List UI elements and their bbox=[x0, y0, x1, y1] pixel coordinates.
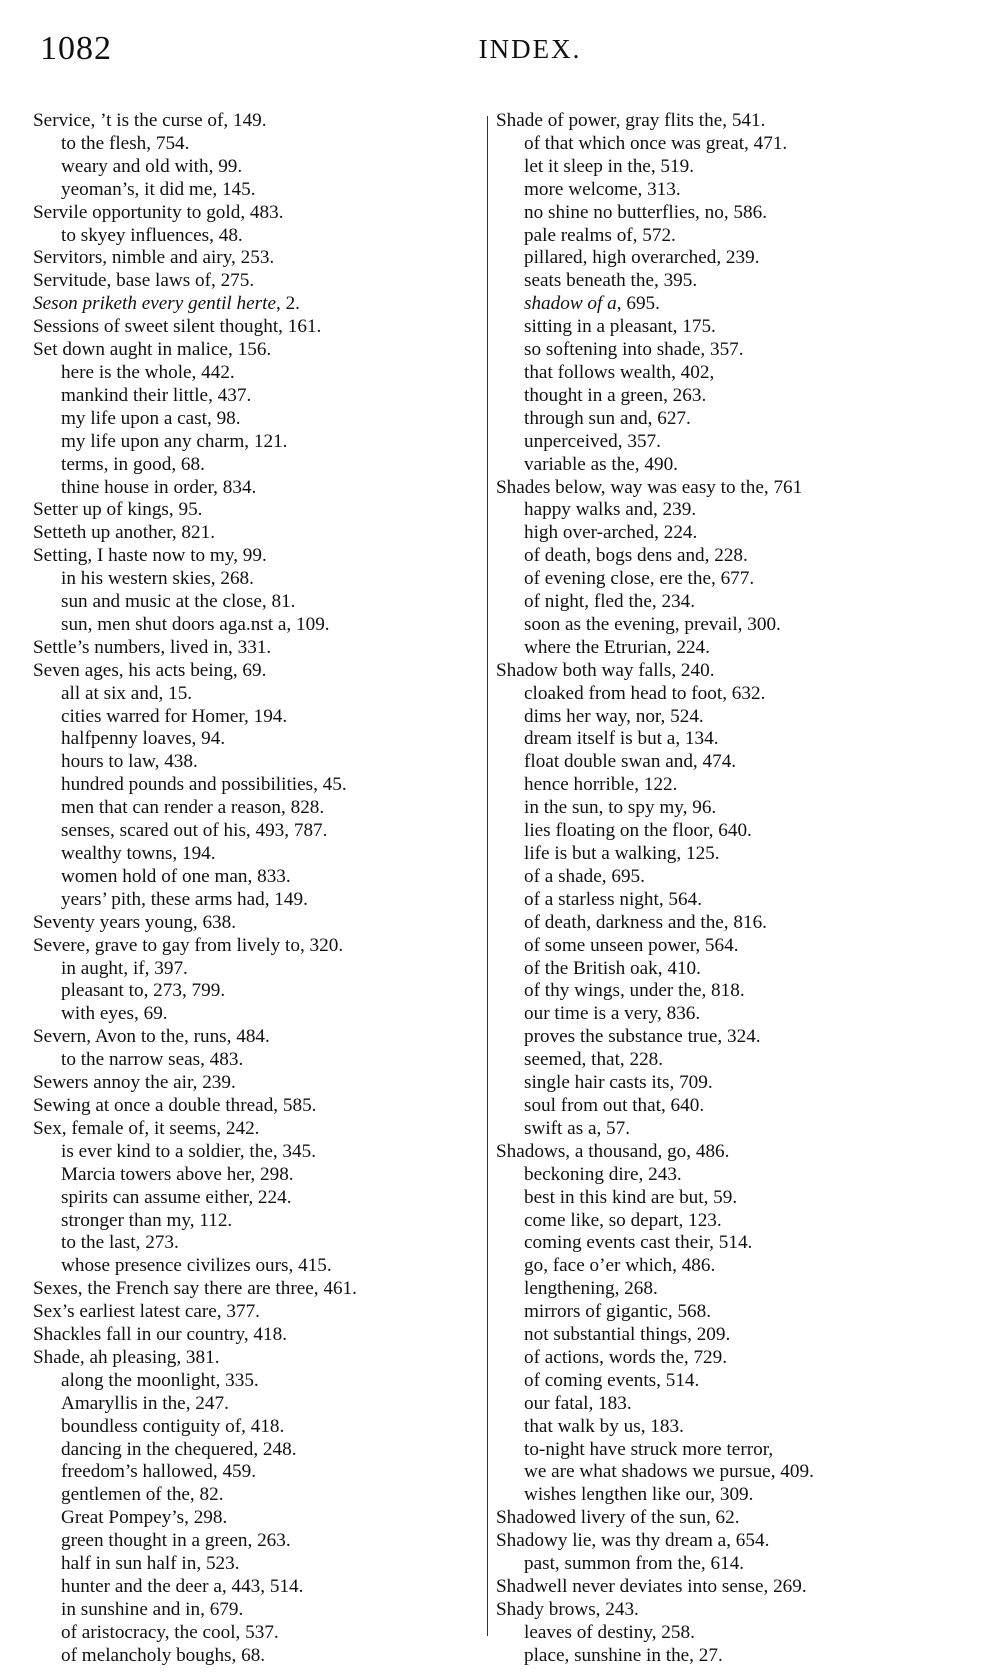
index-subentry: women hold of one man, 833. bbox=[61, 865, 291, 887]
index-subentry: of death, darkness and the, 816. bbox=[524, 911, 767, 933]
index-subentry: where the Etrurian, 224. bbox=[524, 636, 710, 658]
index-subentry: of some unseen power, 564. bbox=[524, 934, 739, 956]
index-subentry: weary and old with, 99. bbox=[61, 155, 243, 177]
index-subentry: in his western skies, 268. bbox=[61, 568, 254, 590]
index-subentry: thine house in order, 834. bbox=[61, 476, 257, 498]
index-entry bbox=[33, 293, 483, 316]
index-subentry: lies floating on the floor, 640. bbox=[524, 820, 752, 842]
index-entry: Sewers annoy the air, 239. bbox=[33, 1072, 236, 1094]
index-subentry: men that can render a reason, 828. bbox=[61, 797, 325, 819]
index-subentry: Amaryllis in the, 247. bbox=[61, 1392, 229, 1414]
page-refs: , 2. bbox=[275, 293, 300, 315]
index-entry: Sex’s earliest latest care, 377. bbox=[33, 1301, 260, 1323]
index-subentry: go, face o’er which, 486. bbox=[524, 1255, 716, 1277]
index-subentry: we are what shadows we pursue, 409. bbox=[524, 1461, 814, 1483]
index-entry: Sexes, the French say there are three, 461. bbox=[33, 1278, 357, 1300]
index-subentry: swift as a, 57. bbox=[524, 1117, 631, 1139]
index-subentry: here is the whole, 442. bbox=[61, 361, 235, 383]
index-entry: Shade of power, gray flits the, 541. bbox=[496, 110, 766, 131]
index-subentry: cities warred for Homer, 194. bbox=[61, 705, 288, 727]
index-entry: Severe, grave to gay from lively to, 320. bbox=[33, 934, 344, 956]
index-subentry: beckoning dire, 243. bbox=[524, 1163, 682, 1185]
index-subentry: soul from out that, 640. bbox=[524, 1094, 705, 1116]
column-divider bbox=[487, 116, 488, 1636]
index-subentry: of a starless night, 564. bbox=[524, 888, 702, 910]
index-subentry bbox=[496, 293, 946, 316]
index-subentry: proves the substance true, 324. bbox=[524, 1026, 761, 1048]
index-entry: Sewing at once a double thread, 585. bbox=[33, 1094, 317, 1116]
index-column-right bbox=[496, 110, 946, 1668]
index-subentry: so softening into shade, 357. bbox=[524, 339, 744, 361]
index-subentry: gentlemen of the, 82. bbox=[61, 1484, 224, 1506]
index-subentry: to-night have struck more terror, bbox=[524, 1438, 774, 1460]
index-subentry: my life upon any charm, 121. bbox=[61, 430, 288, 452]
italic-heading: Seson priketh every gentil herte bbox=[33, 293, 276, 315]
index-subentry: our fatal, 183. bbox=[524, 1392, 632, 1414]
index-subentry: my life upon a cast, 98. bbox=[61, 407, 241, 429]
index-subentry: in aught, if, 397. bbox=[61, 957, 188, 979]
index-subentry: of that which once was great, 471. bbox=[524, 132, 788, 154]
index-entry: Servitude, base laws of, 275. bbox=[33, 270, 255, 292]
index-subentry: of aristocracy, the cool, 537. bbox=[61, 1621, 279, 1643]
index-subentry: cloaked from head to foot, 632. bbox=[524, 682, 766, 704]
index-subentry: sun, men shut doors aga.nst a, 109. bbox=[61, 613, 330, 635]
index-subentry: seats beneath the, 395. bbox=[524, 270, 698, 292]
page-refs: , 695. bbox=[616, 293, 660, 315]
index-entry: Shady brows, 243. bbox=[496, 1598, 639, 1620]
running-head: INDEX. bbox=[478, 34, 582, 64]
index-subentry: is ever kind to a soldier, the, 345. bbox=[61, 1140, 317, 1162]
index-subentry: of death, bogs dens and, 228. bbox=[524, 545, 748, 567]
index-subentry: variable as the, 490. bbox=[524, 453, 678, 475]
index-entry: Shadowy lie, was thy dream a, 654. bbox=[496, 1530, 770, 1552]
index-subentry: hence horrible, 122. bbox=[524, 774, 678, 796]
index-subentry: dancing in the chequered, 248. bbox=[61, 1438, 297, 1460]
index-subentry: all at six and, 15. bbox=[61, 682, 193, 704]
index-subentry: more welcome, 313. bbox=[524, 178, 681, 200]
index-subentry: wishes lengthen like our, 309. bbox=[524, 1484, 754, 1506]
index-entry: Shadowed livery of the sun, 62. bbox=[496, 1507, 740, 1529]
italic-heading: shadow of a bbox=[524, 293, 617, 315]
index-subentry: float double swan and, 474. bbox=[524, 751, 737, 773]
index-subentry: to the flesh, 754. bbox=[61, 132, 190, 154]
index-entry: Shades below, way was easy to the, 761 bbox=[496, 476, 803, 498]
index-subentry: dims her way, nor, 524. bbox=[524, 705, 704, 727]
index-entry: Seventy years young, 638. bbox=[33, 911, 237, 933]
index-subentry: through sun and, 627. bbox=[524, 407, 691, 429]
index-entry: Shadows, a thousand, go, 486. bbox=[496, 1140, 730, 1162]
index-subentry: place, sunshine in the, 27. bbox=[524, 1644, 723, 1666]
index-subentry: stronger than my, 112. bbox=[61, 1209, 233, 1231]
index-subentry: along the moonlight, 335. bbox=[61, 1369, 259, 1391]
index-entry: Shadow both way falls, 240. bbox=[496, 659, 715, 681]
index-subentry: of melancholy boughs, 68. bbox=[61, 1644, 266, 1666]
index-subentry: half in sun half in, 523. bbox=[61, 1553, 240, 1575]
index-subentry: not substantial things, 209. bbox=[524, 1324, 731, 1346]
index-subentry: Great Pompey’s, 298. bbox=[61, 1507, 228, 1529]
index-subentry: mirrors of gigantic, 568. bbox=[524, 1301, 712, 1323]
index-subentry: come like, so depart, 123. bbox=[524, 1209, 722, 1231]
index-entry: Servitors, nimble and airy, 253. bbox=[33, 247, 275, 269]
index-subentry: dream itself is but a, 134. bbox=[524, 728, 719, 750]
index-subentry: yeoman’s, it did me, 145. bbox=[61, 178, 256, 200]
index-entry: Shackles fall in our country, 418. bbox=[33, 1324, 287, 1346]
index-subentry: best in this kind are but, 59. bbox=[524, 1186, 738, 1208]
index-subentry: green thought in a green, 263. bbox=[61, 1530, 291, 1552]
index-subentry: Marcia towers above her, 298. bbox=[61, 1163, 294, 1185]
index-subentry: sitting in a pleasant, 175. bbox=[524, 316, 716, 338]
index-subentry: hundred pounds and possibilities, 45. bbox=[61, 774, 347, 796]
index-entry: Setter up of kings, 95. bbox=[33, 499, 203, 521]
index-subentry: hours to law, 438. bbox=[61, 751, 198, 773]
index-subentry: of thy wings, under the, 818. bbox=[524, 980, 745, 1002]
index-entry: Shade, ah pleasing, 381. bbox=[33, 1346, 220, 1368]
index-subentry: pillared, high overarched, 239. bbox=[524, 247, 760, 269]
index-entry: Shadwell never deviates into sense, 269. bbox=[496, 1576, 807, 1597]
index-subentry: seemed, that, 228. bbox=[524, 1049, 664, 1071]
index-subentry: mankind their little, 437. bbox=[61, 384, 252, 406]
index-entry: Sex, female of, it seems, 242. bbox=[33, 1117, 260, 1139]
index-entry: Servile opportunity to gold, 483. bbox=[33, 201, 284, 223]
index-subentry: to the last, 273. bbox=[61, 1232, 179, 1254]
index-subentry: senses, scared out of his, 493, 787. bbox=[61, 820, 328, 842]
index-subentry: years’ pith, these arms had, 149. bbox=[61, 888, 308, 910]
index-subentry: unperceived, 357. bbox=[524, 430, 661, 452]
index-entry: Set down aught in malice, 156. bbox=[33, 339, 272, 361]
index-subentry: soon as the evening, prevail, 300. bbox=[524, 613, 781, 635]
index-entry: Seven ages, his acts being, 69. bbox=[33, 659, 267, 681]
index-subentry: coming events cast their, 514. bbox=[524, 1232, 753, 1254]
index-subentry: pleasant to, 273, 799. bbox=[61, 980, 226, 1002]
index-subentry: past, summon from the, 614. bbox=[524, 1553, 745, 1575]
index-subentry: of a shade, 695. bbox=[524, 865, 645, 887]
index-subentry: let it sleep in the, 519. bbox=[524, 155, 694, 177]
index-subentry: high over-arched, 224. bbox=[524, 522, 698, 544]
index-subentry: life is but a walking, 125. bbox=[524, 843, 720, 864]
index-column-left bbox=[33, 110, 483, 1668]
index-subentry: whose presence civilizes ours, 415. bbox=[61, 1255, 332, 1277]
index-subentry: boundless contiguity of, 418. bbox=[61, 1415, 285, 1437]
page-number: 1082 bbox=[40, 30, 112, 67]
index-subentry: our time is a very, 836. bbox=[524, 1003, 701, 1025]
index-subentry: in the sun, to spy my, 96. bbox=[524, 797, 717, 819]
index-subentry: of coming events, 514. bbox=[524, 1369, 700, 1391]
index-subentry: thought in a green, 263. bbox=[524, 384, 707, 406]
index-subentry: lengthening, 268. bbox=[524, 1278, 658, 1300]
index-subentry: freedom’s hallowed, 459. bbox=[61, 1461, 257, 1483]
index-entry: Severn, Avon to the, runs, 484. bbox=[33, 1026, 270, 1048]
index-subentry: that walk by us, 183. bbox=[524, 1415, 684, 1437]
index-subentry: sun and music at the close, 81. bbox=[61, 591, 296, 613]
index-subentry: of evening close, ere the, 677. bbox=[524, 568, 755, 590]
index-subentry: to skyey influences, 48. bbox=[61, 224, 243, 246]
index-subentry: no shine no butterflies, no, 586. bbox=[524, 201, 768, 223]
index-subentry: of the British oak, 410. bbox=[524, 957, 701, 979]
index-subentry: happy walks and, 239. bbox=[524, 499, 697, 521]
index-entry: Sessions of sweet silent thought, 161. bbox=[33, 316, 322, 338]
index-subentry: wealthy towns, 194. bbox=[61, 843, 216, 864]
index-subentry: hunter and the deer a, 443, 514. bbox=[61, 1576, 304, 1597]
index-entry: Service, ’t is the curse of, 149. bbox=[33, 110, 267, 131]
index-subentry: to the narrow seas, 483. bbox=[61, 1049, 244, 1071]
index-subentry: spirits can assume either, 224. bbox=[61, 1186, 292, 1208]
index-subentry: terms, in good, 68. bbox=[61, 453, 205, 475]
index-subentry: pale realms of, 572. bbox=[524, 224, 676, 246]
index-subentry: single hair casts its, 709. bbox=[524, 1072, 713, 1094]
index-entry: Setting, I haste now to my, 99. bbox=[33, 545, 267, 567]
index-subentry: in sunshine and in, 679. bbox=[61, 1598, 244, 1620]
index-entry: Setteth up another, 821. bbox=[33, 522, 216, 544]
index-subentry: leaves of destiny, 258. bbox=[524, 1621, 695, 1643]
index-subentry: of actions, words the, 729. bbox=[524, 1346, 728, 1368]
index-subentry: halfpenny loaves, 94. bbox=[61, 728, 226, 750]
index-subentry: of night, fled the, 234. bbox=[524, 591, 696, 613]
index-entry: Settle’s numbers, lived in, 331. bbox=[33, 636, 272, 658]
index-subentry: that follows wealth, 402, bbox=[524, 361, 715, 383]
index-subentry: with eyes, 69. bbox=[61, 1003, 168, 1025]
